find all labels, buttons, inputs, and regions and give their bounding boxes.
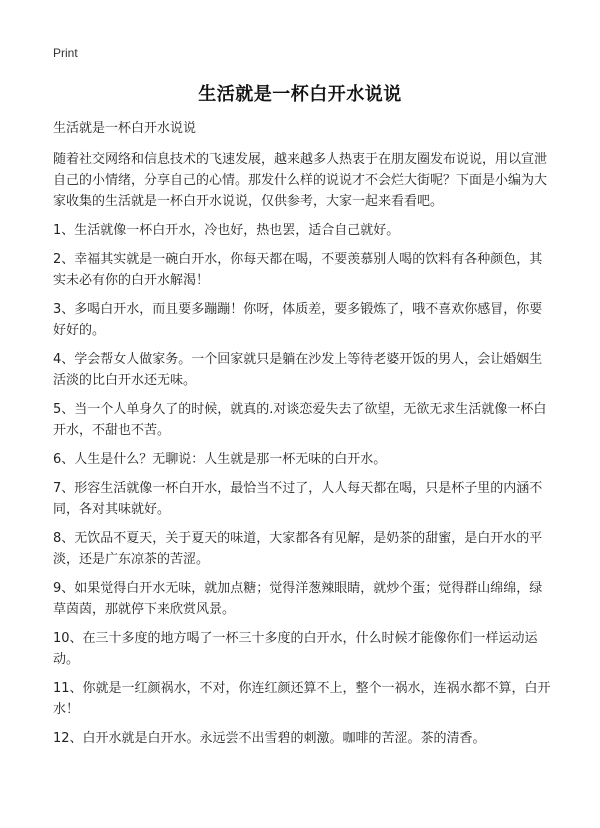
list-item: 3、多喝白开水，而且要多蹦蹦！你呀，体质差，要多锻炼了，哦不喜欢你感冒，你要好好的。 bbox=[53, 302, 543, 338]
list-item: 6、人生是什么？无聊说：人生就是那一杯无味的白开水。 bbox=[53, 452, 387, 467]
list-item: 2、幸福其实就是一碗白开水，你每天都在喝，不要羡慕别人喝的饮料有各种颜色，其实未必有你的白开水解渴！ bbox=[53, 252, 543, 288]
list-item: 8、无饮品不夏天，关于夏天的味道，大家都各有见解，是奶茶的甜蜜，是白开水的平淡，还是广东凉茶的苦涩。 bbox=[53, 531, 543, 567]
page-title: 生活就是一杯白开水说说 bbox=[198, 84, 402, 105]
article-body bbox=[53, 118, 553, 757]
list-item: 12、白开水就是白开水。永远尝不出雪碧的刺激。咖啡的苦涩。茶的清香。 bbox=[53, 731, 486, 746]
list-item: 5、当一个人单身久了的时候，就真的.对谈恋爱失去了欲望，无欲无求生活就像一杯白开水，不甜也不苦。 bbox=[53, 402, 547, 438]
list-item: 1、生活就像一杯白开水，冷也好，热也罢，适合自己就好。 bbox=[53, 223, 400, 238]
list-item: 9、如果觉得白开水无味，就加点糖；觉得洋葱辣眼睛，就炒个蛋；觉得群山绵绵，绿草茵茵，那就停下来欣赏风景。 bbox=[53, 581, 543, 617]
list-item: 10、在三十多度的地方喝了一杯三十多度的白开水，什么时候才能像你们一样运动运动。 bbox=[53, 631, 538, 667]
list-item: 11、你就是一红颜祸水，不对，你连红颜还算不上，整个一祸水，连祸水都不算，白开水！ bbox=[53, 681, 551, 717]
list-item: 4、学会帮女人做家务。一个回家就只是躺在沙发上等待老婆开饭的男人，会让婚姻生活淡的比白开水还无味。 bbox=[53, 352, 543, 388]
article-intro: 随着社交网络和信息技术的飞速发展，越来越多人热衷于在朋友圈发布说说，用以宣泄自己的小情绪，分享自己的心情。那发什么样的说说才不会烂大街呢？下面是小编为大家收集的生活就是一杯白开水说说，仅供参考，大家一起来看看吧。 bbox=[53, 152, 548, 209]
article-subtitle: 生活就是一杯白开水说说 bbox=[53, 121, 197, 136]
list-item: 7、形容生活就像一杯白开水，最恰当不过了，人人每天都在喝，只是杯子里的内涵不同，各对其味就好。 bbox=[53, 481, 543, 517]
print-link[interactable]: Print bbox=[53, 46, 78, 60]
